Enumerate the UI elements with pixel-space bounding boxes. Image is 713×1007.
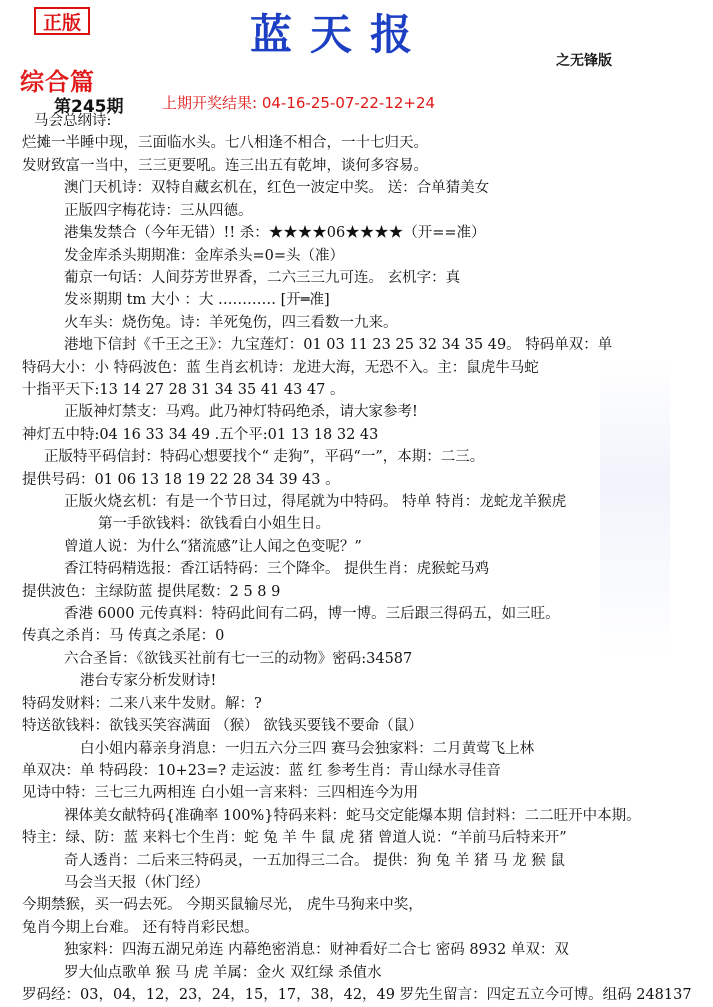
section-title: 综合篇 [20,68,95,96]
text-line: 裸体美女献特码{准确率 100%}特码来料：蛇马交定能爆本期 信封料：二二旺开中本期。 [64,807,641,824]
text-line: 奇人透肖：二后来三特码灵，一五加得三二合。 提供：狗 兔 羊 猪 马 龙 猴 鼠 [64,852,565,869]
text-line: 今期禁猴，买一码去死。 今期买鼠输尽光， 虎牛马狗来中奖， [22,897,423,914]
page-title: 蓝天报 [249,10,430,59]
text-line: 马会总纲诗: [34,113,112,129]
text-line: 正版特平码信封：特码心想要找个“ 走狗”，平码“一”，本期：二三。 [44,449,485,466]
text-line: 提供号码：01 06 13 18 19 22 28 34 39 43 。 [22,471,340,488]
text-line: 单双决：单 特码段：10+23=? 走运波：蓝 红 参考生肖：青山绿水寻佳音 [22,762,501,779]
text-line: 港地下信封《千王之王》：九宝莲灯：01 03 11 23 25 32 34 35 49。 特码单双：单 [64,337,613,354]
text-line: 见诗中特：三七三九两相连 白小姐一言来料：三四相连今为用 [22,785,419,802]
text-line: 发※期期 tm 大小 ：大 ………… [开═准] [64,292,330,309]
text-line: 特码大小：小 特码波色：蓝 生肖玄机诗：龙进大海，无恐不入。主：鼠虎牛马蛇 [22,359,539,376]
text-line: 港集发禁合（今年无错）!! 杀：★★★★06★★★★（开==准） [64,225,486,242]
text-line: 港台专家分析发财诗! [80,673,217,690]
text-line: 兔肖今期上台难。 还有特肖彩民想。 [22,919,259,936]
text-line: 六合圣旨：《欲钱买社前有七一三的动物》密码:34587 [64,650,413,667]
text-line: 香江特码精选报：香江话特码：三个降伞。 提供生肖：虎猴蛇马鸡 [64,561,490,578]
text-line: 正版神灯禁支：马鸡。此乃神灯特码绝杀，请大家参考! [64,404,418,421]
text-line: 发财致富一当中，三三更要吼。连三出五有乾坤，谈何多容易。 [22,157,428,174]
text-line: 罗大仙点歌单 猴 马 虎 羊属：金火 双红绿 杀值水 [64,964,382,981]
issue-number: 第245期 [54,97,124,117]
text-line: 特主：绿、防：蓝 来料七个生肖：蛇 兔 羊 牛 鼠 虎 猪 曾道人说：“羊前马后特来开” [22,830,567,847]
text-line: 香港 6000 元传真料：特码此间有二码，博一博。三后跟三得码五，如三旺。 [64,606,560,622]
previous-result: 上期开奖结果: 04-16-25-07-22-12+24 [162,94,436,112]
text-line: 独家料：四海五湖兄弟连 内幕绝密消息：财神看好二合七 密码 8932 单双：双 [64,942,569,959]
text-line: 正版火烧玄机：有是一个节日过，得尾就为中特码。 特单 特肖：龙蛇龙羊猴虎 [64,494,567,510]
text-line: 罗码经：03，04，12，23，24，15，17，38，42，49 罗先生留言：四定五立今可博。组码 248137 [22,987,692,1003]
text-line: 正版四字梅花诗：三从四德。 [64,202,253,219]
text-line: 传真之杀肖：马 传真之杀尾：0 [22,628,225,645]
text-line: 曾道人说：为什么“猪流感”让人闻之色变呢？” [64,538,362,555]
authentic-badge: 正版 [34,7,90,35]
text-line: 火车头：烧伤兔。诗：羊死兔伤，四三看数一九来。 [64,314,398,331]
text-line: 十指平天下:13 14 27 28 31 34 35 41 43 47 。 [22,381,345,398]
text-line: 白小姐内幕亲身消息：一归五六分三四 赛马会独家料：二月黄莺飞上林 [80,740,535,757]
edition-label: 之无锋版 [556,53,612,69]
text-line: 发金库杀头期期准：金库杀头=0=头（准） [64,247,345,264]
text-line: 葡京一句话：人间芬芳世界香，二六三三九可连。 玄机字：真 [64,269,461,286]
text-line: 特送欲钱料：欲钱买笑容满面 （猴） 欲钱买要钱不要命（鼠） [22,718,423,735]
text-line: 第一手欲钱料：欲钱看白小姐生日。 [98,516,330,533]
text-line: 提供波色：主绿防蓝 提供尾数：2 5 8 9 [22,583,281,600]
text-line: 烂摊一半睡中现，三面临水头。七八相逢不相合，一十七归天。 [22,135,428,152]
background-watermark [600,360,670,660]
text-line: 特码发财料：二来八来牛发财。解：? [22,695,262,712]
text-line: 澳门天机诗：双特自藏玄机在，红色一波定中奖。 送：合单猜美女 [64,180,490,197]
text-line: 马会当天报（休门经） [64,874,209,891]
text-line: 神灯五中特:04 16 33 34 49 .五个平:01 13 18 32 43 [22,426,379,443]
